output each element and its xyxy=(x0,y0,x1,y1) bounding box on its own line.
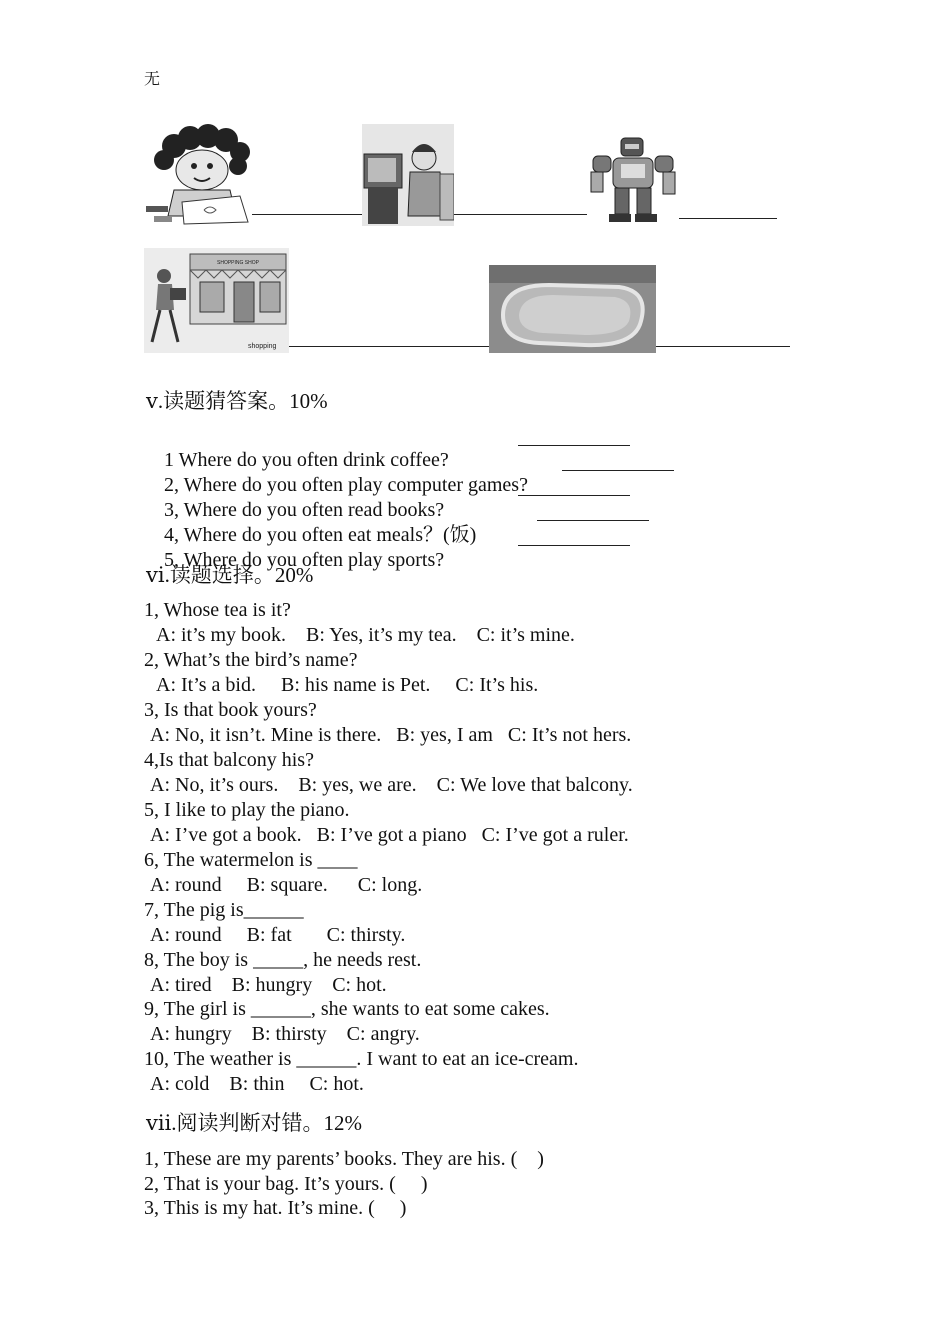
choice-options: A: No, it isn’t. Mine is there. B: yes, I am C: It’s not hers. xyxy=(150,724,632,746)
choice-question: 5, I like to play the piano. xyxy=(144,799,350,821)
answer-blank[interactable] xyxy=(454,214,587,215)
answer-blank[interactable] xyxy=(656,346,790,347)
choice-question: 10, The weather is ______. I want to eat an ice-cream. xyxy=(144,1048,579,1070)
shop-sign: SHOPPING SHOP xyxy=(217,260,259,266)
judge-item: 1, These are my parents’ books. They are his. ( ) xyxy=(144,1148,544,1170)
choice-question: 6, The watermelon is ____ xyxy=(144,849,358,871)
judge-item: 2, That is your bag. It’s yours. ( ) xyxy=(144,1173,428,1195)
choice-question: 4,Is that balcony his? xyxy=(144,749,314,771)
answer-blank[interactable] xyxy=(289,346,489,347)
choice-options: A: round B: square. C: long. xyxy=(150,874,423,896)
section-5-title: ⅴ.读题猜答案。10% xyxy=(146,389,328,413)
question-text: 5, Where do you often play sports? xyxy=(164,549,445,571)
choice-options: A: No, it’s ours. B: yes, we are. C: We love that balcony. xyxy=(150,774,633,796)
choice-options: A: I’ve got a book. B: I’ve got a piano C: I’ve got a ruler. xyxy=(150,824,629,846)
answer-blank[interactable] xyxy=(252,214,362,215)
choice-question: 8, The boy is _____, he needs rest. xyxy=(144,949,422,971)
answer-blank[interactable] xyxy=(562,449,674,471)
choice-question: 3, Is that book yours? xyxy=(144,699,317,721)
pool-image xyxy=(489,265,656,353)
answer-blank[interactable] xyxy=(537,499,649,521)
choice-question: 2, What’s the bird’s name? xyxy=(144,649,358,671)
section-7-title: ⅶ.阅读判断对错。12% xyxy=(146,1111,363,1135)
image-caption: shopping xyxy=(248,343,277,350)
girl-drawing-image xyxy=(144,124,252,226)
choice-options: A: cold B: thin C: hot. xyxy=(150,1073,364,1095)
boy-tv-image xyxy=(362,124,454,226)
question-text: 3, Where do you often read books? xyxy=(164,499,445,521)
choice-options: A: round B: fat C: thirsty. xyxy=(150,924,406,946)
answer-blank[interactable] xyxy=(518,424,630,446)
choice-question: 7, The pig is______ xyxy=(144,899,304,921)
question-text: 1 Where do you often drink coffee? xyxy=(164,449,449,471)
answer-blank[interactable] xyxy=(518,474,630,496)
shopping-image xyxy=(144,248,289,353)
choice-options: A: it’s my book. B: Yes, it’s my tea. C: it’s mine. xyxy=(156,624,575,646)
choice-options: A: hungry B: thirsty C: angry. xyxy=(150,1023,420,1045)
choice-question: 1, Whose tea is it? xyxy=(144,599,291,621)
question-text: 2, Where do you often play computer games? xyxy=(164,474,528,496)
choice-question: 9, The girl is ______, she wants to eat some cakes. xyxy=(144,998,550,1020)
corner-text: 无 xyxy=(144,71,161,88)
answer-blank[interactable] xyxy=(679,218,777,219)
judge-item: 3, This is my hat. It’s mine. ( ) xyxy=(144,1197,407,1219)
answer-blank[interactable] xyxy=(518,524,630,546)
section-6-title: ⅵ.读题选择。20% xyxy=(146,563,314,587)
choice-options: A: tired B: hungry C: hot. xyxy=(150,974,387,996)
robot-image xyxy=(587,136,679,226)
choice-options: A: It’s a bid. B: his name is Pet. C: It’s his. xyxy=(156,674,539,696)
question-text: 4, Where do you often eat meals？(饭) xyxy=(164,524,477,546)
